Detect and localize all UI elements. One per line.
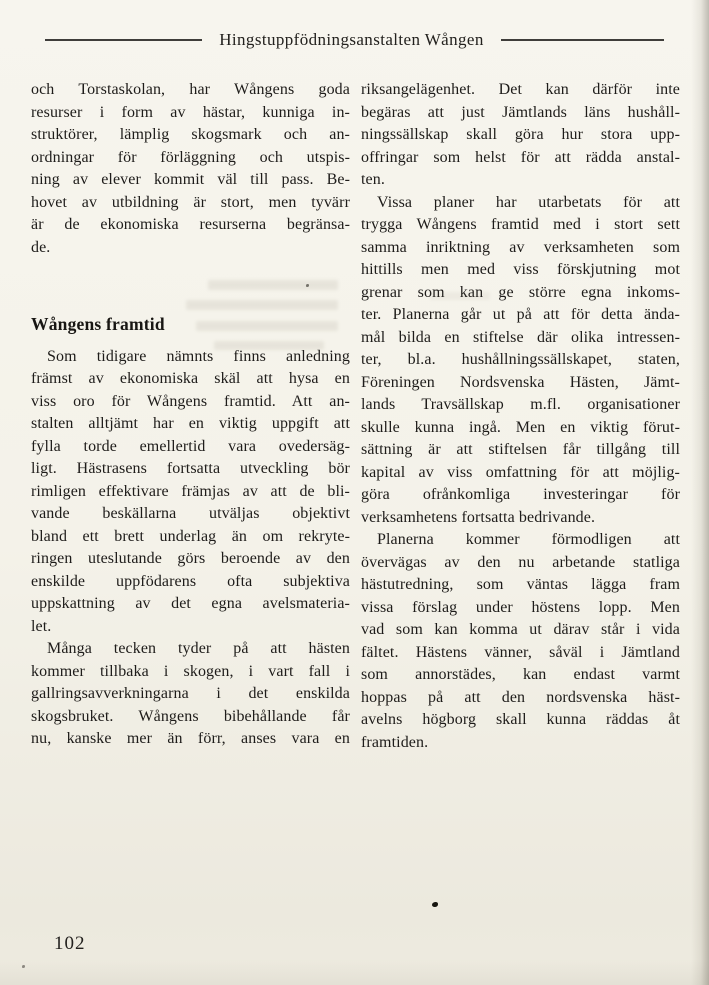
- section-heading: Wångens framtid: [31, 314, 165, 334]
- ink-speck: [432, 902, 438, 907]
- text-line: de.: [31, 238, 51, 256]
- text-line: begäras att just Jämtlands läns hushåll-: [361, 103, 680, 121]
- paragraph: [361, 79, 680, 192]
- text-line: ligt. Hästrasens fortsatta utveckling bör: [31, 460, 350, 477]
- text-line: Många tecken tyder på att hästen: [47, 640, 350, 657]
- text-line: och Torstaskolan, har Wångens goda: [31, 81, 350, 98]
- text-line: som annorstädes, kan endast varmt: [361, 666, 680, 683]
- text-line: ringen uteslutande görs beroende av den: [31, 550, 350, 567]
- text-line: Föreningen Nordsvenska Hästen, Jämt-: [361, 373, 680, 391]
- ink-speck: [22, 965, 25, 968]
- text-line: hästutredning, som väntas lägga fram: [361, 576, 680, 593]
- text-line: sättning är att stiftelsen får tillgång till: [361, 441, 680, 458]
- paragraph: [31, 79, 350, 259]
- text-line: fältet. Hästens vänner, såväl i Jämtland: [361, 643, 680, 661]
- text-line: skulle kunna ingå. Men en viktig förut-: [361, 418, 680, 436]
- text-line: trygga Wångens framtid med i stort sett: [361, 216, 680, 233]
- text-line: enskilde uppfödarens ofta subjektiva: [31, 572, 350, 590]
- text-line: rimligen effektivare främjas av att de bli-: [31, 482, 350, 500]
- paragraph: [31, 346, 350, 639]
- text-line: kapital av viss omfattning för att möjlig-: [361, 463, 680, 481]
- text-line: stalten alltjämt har en viktig uppgift att: [31, 415, 350, 432]
- text-line: struktörer, lämplig skogsmark och an-: [31, 126, 350, 143]
- text-line: mål bilda en stiftelse där olika intressen-: [361, 328, 680, 346]
- paragraph: [31, 638, 350, 751]
- page-edge-shadow: [691, 0, 709, 985]
- text-line: bland ett brett underlag än om rekryte-: [31, 527, 350, 545]
- text-column-left: [31, 79, 350, 751]
- text-line: uppskattning av det egna avelsmateria-: [31, 595, 350, 612]
- page-number: 102: [54, 933, 86, 954]
- text-line: gallringsavverkningarna i det enskilda: [31, 685, 350, 702]
- text-line: ordningar för förläggning och utspis-: [31, 148, 350, 166]
- text-line: vad som kan komma ut därav står i vida: [361, 621, 680, 638]
- text-line: fylla torde emellertid vara ovedersäg-: [31, 437, 350, 455]
- header-rule-left: [45, 39, 202, 41]
- text-line: verksamhetens fortsatta bedrivande.: [361, 508, 596, 526]
- text-line: resurser i form av hästar, kunniga in-: [31, 103, 350, 121]
- text-line: göra ofrånkomliga investeringar för: [361, 486, 680, 503]
- text-line: riksangelägenhet. Det kan därför inte: [361, 81, 680, 98]
- text-line: hittills men med viss förskjutning mot: [361, 261, 680, 278]
- text-line: ningssällskap skall göra hur stora upp-: [361, 126, 680, 143]
- text-line: hovet av utbildning är stort, men tyvärr: [31, 193, 350, 211]
- text-line: främst av ekonomiska skäl att hysa en: [31, 370, 350, 387]
- text-line: Vissa planer har utarbetats för att: [377, 193, 680, 211]
- text-line: ter, bl.a. hushållningssällskapet, staten,: [361, 351, 680, 368]
- text-line: kommer tillbaka i skogen, i vart fall i: [31, 662, 350, 680]
- text-line: ter. Planerna går ut på att för detta ända-: [361, 306, 680, 323]
- text-line: grenar som kan ge större egna inkoms-: [361, 283, 680, 301]
- text-line: vande beskällarna utväljas objektivt: [31, 505, 350, 522]
- running-header: [0, 30, 709, 50]
- text-line: övervägas av den nu arbetande statliga: [361, 553, 680, 571]
- text-line: avelns högborg skall kunna räddas åt: [361, 711, 680, 728]
- text-line: framtiden.: [361, 733, 429, 751]
- text-line: offringar som helst för att rädda anstal-: [361, 148, 680, 166]
- text-column-right: [361, 79, 680, 754]
- text-line: let.: [31, 617, 52, 635]
- header-rule-right: [501, 39, 664, 41]
- page-header-title: Hingstuppfödningsanstalten Wången: [219, 30, 484, 49]
- text-line: Planerna kommer förmodligen att: [377, 531, 680, 548]
- text-line: nu, kanske mer än förr, anses vara en: [31, 730, 350, 747]
- text-line: ning av elever kommit väl till pass. Be-: [31, 171, 350, 188]
- paragraph: [361, 529, 680, 754]
- text-line: hoppas på att den nordsvenska häst-: [361, 688, 680, 706]
- text-line: är de ekonomiska resurserna begränsa-: [31, 216, 350, 233]
- text-line: ten.: [361, 171, 385, 188]
- paragraph: [361, 192, 680, 530]
- text-line: samma inriktning av verksamheten som: [361, 238, 680, 256]
- text-line: skogsbruket. Wångens bibehållande får: [31, 707, 350, 725]
- text-line: Som tidigare nämnts finns anledning: [47, 347, 350, 365]
- text-line: viss oro för Wångens framtid. Att an-: [31, 392, 350, 410]
- page-edge-shadow: [0, 959, 709, 985]
- text-line: lands Travsällskap m.fl. organisationer: [361, 396, 680, 413]
- text-line: vissa förslag under höstens lopp. Men: [361, 598, 680, 616]
